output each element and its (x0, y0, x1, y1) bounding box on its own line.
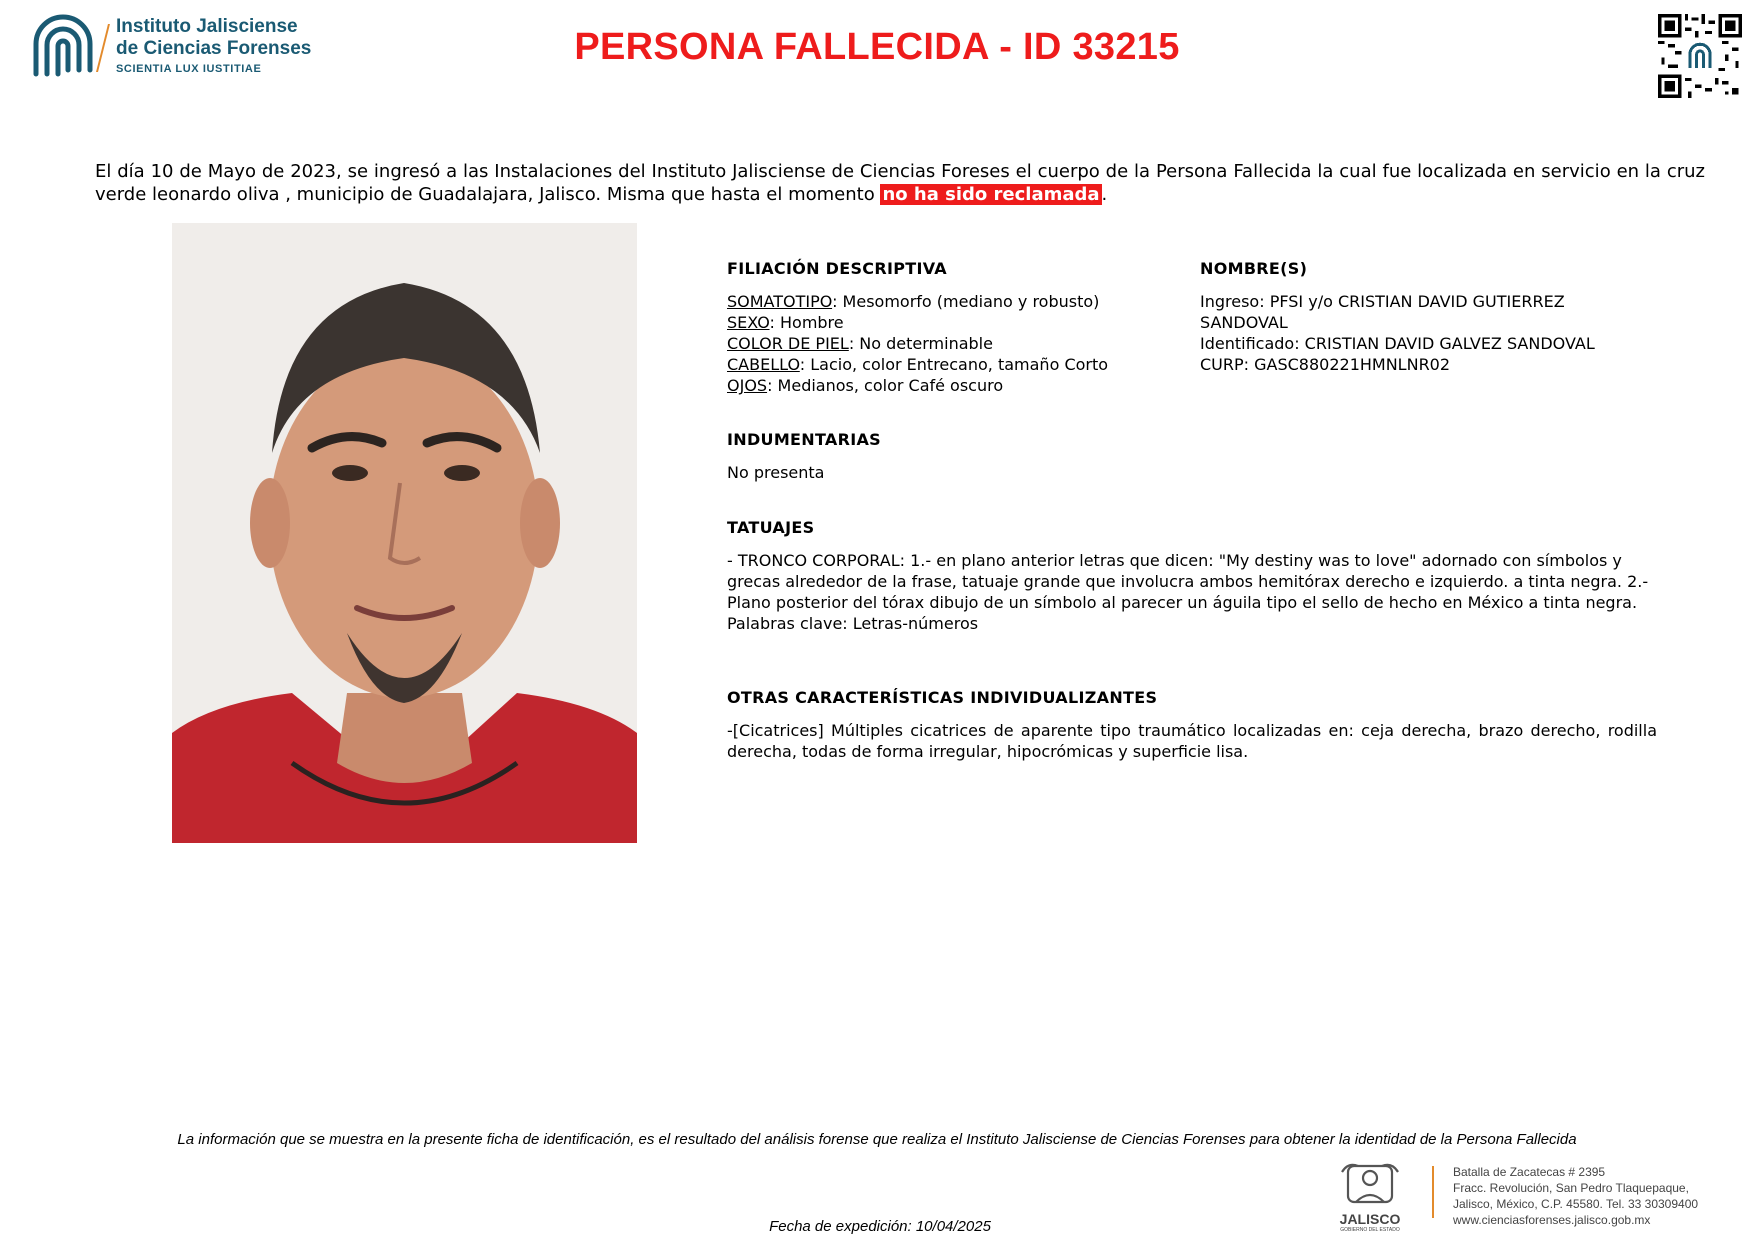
gobierno-label: GOBIERNO DEL ESTADO (1340, 1227, 1400, 1233)
website-link[interactable]: www.cienciasforenses.jalisco.gob.mx (1453, 1213, 1651, 1227)
qr-code-icon[interactable] (1658, 14, 1742, 98)
logo-motto: SCIENTIA LUX IUSTITIAE (116, 63, 262, 75)
footer-separator (1432, 1166, 1434, 1218)
logo-line1: Instituto Jalisciense (116, 16, 298, 37)
address-line: Batalla de Zacatecas # 2395 (1453, 1165, 1606, 1179)
filiacion-item (727, 291, 1187, 312)
filiacion-value: : No determinable (848, 334, 993, 353)
tatuajes-text: - TRONCO CORPORAL: 1.- en plano anterior letras que dicen: "My destiny was to love" adornado con símbolos y grecas alrededor de la frase, tatuaje grande que involucra ambos hemitórax derecho e izquierdo. a tinta negra. 2.- Plano posterior del tórax dibujo de un símbolo al parecer un águila tipo el sello de hecho en México a tinta negra. (727, 551, 1649, 612)
page-title: PERSONA FALLECIDA - ID 33215 (574, 26, 1180, 68)
intro-end: . (1101, 184, 1108, 205)
indumentarias-text: No presenta (727, 463, 825, 482)
indumentarias-section (727, 429, 1657, 483)
tatuajes-section (727, 517, 1657, 634)
address-block (1453, 1164, 1698, 1228)
filiacion-label: CABELLO (727, 355, 800, 374)
otras-heading: OTRAS CARACTERÍSTICAS INDIVIDUALIZANTES (727, 688, 1158, 707)
intro-text: El día 10 de Mayo de 2023, se ingresó a las Instalaciones del Instituto Jalisciense de Ciencias Foreses el cuerpo de la Persona Fallecida la cual fue localizada en servicio en la cruz verde leonardo oliva , municipio de Guadalajara, Jalisco. Misma que hasta el momento (95, 161, 1705, 205)
filiacion-value: : Hombre (769, 313, 844, 332)
nombre-identificado: Identificado: CRISTIAN DAVID GALVEZ SANDOVAL (1200, 334, 1595, 353)
filiacion-label: SEXO (727, 313, 770, 332)
otras-text: -[Cicatrices] Múltiples cicatrices de aparente tipo traumático localizadas en: ceja derecha, brazo derecho, rodilla derecha, todas de forma irregular, hipocrómicas y superficie lisa. (727, 721, 1657, 761)
issue-date: Fecha de expedición: 10/04/2025 (769, 1218, 991, 1235)
filiacion-item (727, 375, 1187, 396)
disclaimer: La información que se muestra en la presente ficha de identificación, es el resultado del análisis forense que realiza el Instituto Jalisciense de Ciencias Forenses para obtener la identidad de la Persona Fallecida (177, 1131, 1577, 1148)
filiacion-value: : Medianos, color Café oscuro (767, 376, 1004, 395)
filiacion-section (727, 258, 1187, 396)
otras-section (727, 687, 1657, 762)
logo-line2: de Ciencias Forenses (116, 38, 312, 59)
address-line: Fracc. Revolución, San Pedro Tlaquepaque, (1453, 1181, 1689, 1195)
jalisco-label: JALISCO (1339, 1211, 1401, 1227)
person-photo (172, 223, 637, 843)
jalisco-logo (1330, 1158, 1410, 1232)
indumentarias-heading: INDUMENTARIAS (727, 430, 881, 449)
intro-paragraph (95, 160, 1705, 206)
filiacion-heading: FILIACIÓN DESCRIPTIVA (727, 259, 947, 278)
filiacion-label: COLOR DE PIEL (727, 334, 849, 353)
tatuajes-keywords: Palabras clave: Letras-números (727, 614, 979, 633)
filiacion-label: SOMATOTIPO (727, 292, 833, 311)
filiacion-item (727, 333, 1187, 354)
person-portrait-icon (172, 223, 637, 843)
nombre-ingreso: Ingreso: PFSI y/o CRISTIAN DAVID GUTIERREZ SANDOVAL (1200, 292, 1565, 332)
filiacion-value: : Lacio, color Entrecano, tamaño Corto (799, 355, 1109, 374)
nombres-heading: NOMBRE(S) (1200, 259, 1308, 278)
filiacion-item (727, 312, 1187, 333)
address-line: Jalisco, México, C.P. 45580. Tel. 33 30309400 (1453, 1197, 1699, 1211)
jalisco-crest-icon (1330, 1158, 1410, 1208)
filiacion-item (727, 354, 1187, 375)
curp: CURP: GASC880221HMNLNR02 (1200, 355, 1451, 374)
tatuajes-heading: TATUAJES (727, 518, 815, 537)
status-badge: no ha sido reclamada (882, 184, 1100, 205)
nombres-section (1200, 258, 1630, 375)
filiacion-label: OJOS (727, 376, 768, 395)
filiacion-value: : Mesomorfo (mediano y robusto) (832, 292, 1100, 311)
